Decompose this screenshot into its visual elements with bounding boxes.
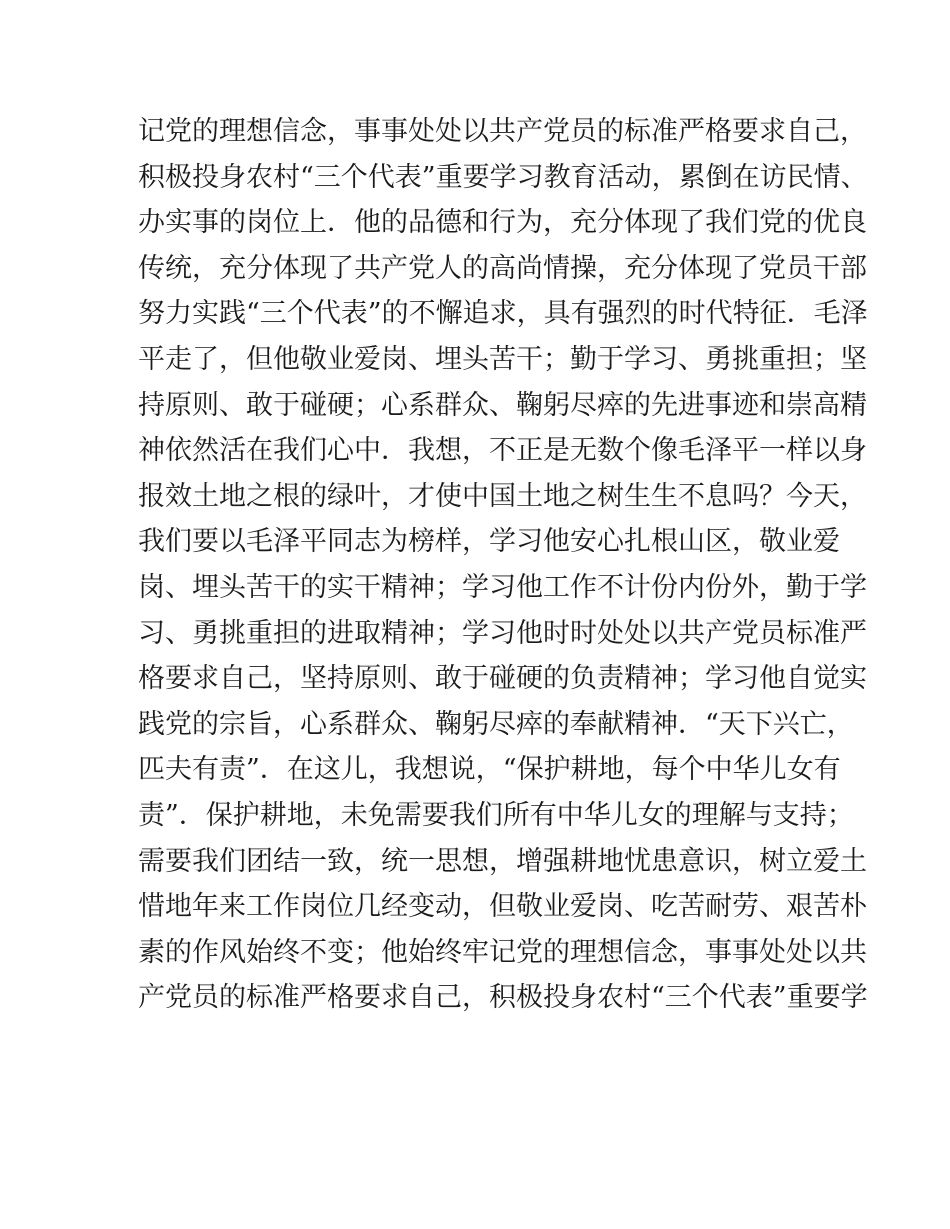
text-line: 记党的理想信念，事事处处以共产党员的标准严格要求自己，: [138, 116, 867, 147]
text-line: 格要求自己，坚持原则、敢于碰硬的负责精神；学习他自觉实: [138, 663, 867, 695]
text-line: 持原则、敢于碰硬；心系群众、鞠躬尽瘁的先进事迹和崇高精: [138, 389, 867, 421]
text-line: 践党的宗旨，心系群众、鞠躬尽瘁的奉献精神．“天下兴亡，: [138, 708, 854, 740]
document-body: [138, 109, 868, 1021]
text-line: 平走了，但他敬业爱岗、埋头苦干；勤于学习、勇挑重担；坚: [138, 343, 867, 375]
text-line: 习、勇挑重担的进取精神；学习他时时处处以共产党员标准严: [138, 617, 867, 649]
text-line: 惜地年来工作岗位几经变动，但敬业爱岗、吃苦耐劳、艰苦朴: [138, 891, 867, 923]
text-line: 素的作风始终不变；他始终牢记党的理想信念，事事处处以共: [138, 936, 867, 968]
text-line: 报效土地之根的绿叶，才使中国土地之树生生不息吗？今天，: [138, 480, 867, 512]
text-line: 办实事的岗位上．他的品德和行为，充分体现了我们党的优良: [138, 207, 867, 239]
text-line: 我们要以毛泽平同志为榜样，学习他安心扎根山区，敬业爱: [138, 526, 840, 558]
text-line: 匹夫有责”．在这儿，我想说，“保护耕地，每个中华儿女有: [138, 754, 841, 786]
text-line: 产党员的标准严格要求自己，积极投身农村“三个代表”重要学: [138, 982, 868, 1014]
text-line: 传统，充分体现了共产党人的高尚情操，充分体现了党员干部: [138, 252, 867, 284]
text-line: 岗、埋头苦干的实干精神；学习他工作不计份内份外，勤于学: [138, 571, 867, 603]
text-line: 需要我们团结一致，统一思想，增强耕地忧患意识，树立爱土: [138, 845, 867, 877]
text-line: 努力实践“三个代表”的不懈追求，具有强烈的时代特征．毛泽: [138, 298, 868, 330]
text-line: 神依然活在我们心中．我想，不正是无数个像毛泽平一样以身: [138, 435, 867, 467]
text-line: 责”．保护耕地，未免需要我们所有中华儿女的理解与支持；: [138, 799, 854, 831]
text-line: 积极投身农村“三个代表”重要学习教育活动，累倒在访民情、: [138, 161, 868, 193]
